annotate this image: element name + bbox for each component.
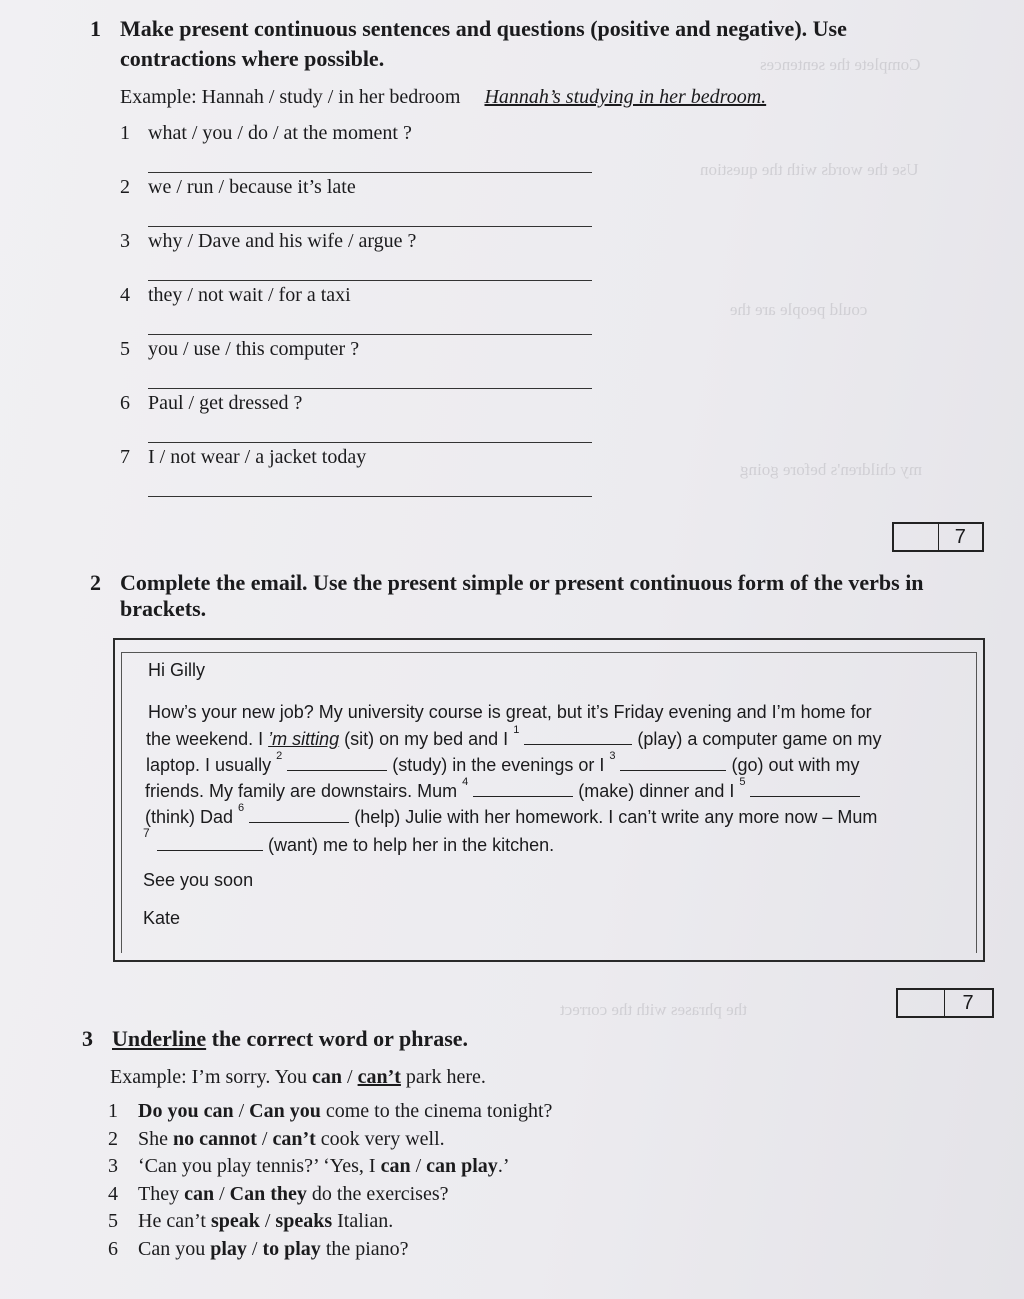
section-1-title-cont: contractions where possible. — [120, 46, 385, 71]
option-2[interactable]: Can you — [249, 1100, 321, 1122]
option-2[interactable]: Can they — [229, 1182, 307, 1205]
gap-number: 4 — [462, 776, 469, 788]
email-box — [113, 638, 985, 962]
option-separator: / — [259, 1210, 276, 1232]
item-prompt: you / use / this computer ? — [148, 338, 360, 360]
item-number: 3 — [120, 230, 130, 252]
answer-line[interactable] — [148, 226, 592, 227]
option-1[interactable]: can — [184, 1182, 215, 1205]
section-3-item — [108, 1128, 445, 1151]
option-separator: / — [342, 1066, 358, 1088]
item-text: come to the cinema tonight? — [320, 1100, 553, 1122]
option-2[interactable]: speaks — [275, 1210, 333, 1232]
score-blank[interactable] — [894, 524, 939, 550]
item-prompt: Paul / get dressed ? — [148, 392, 303, 414]
email-text: friends. My family are downstairs. Mum — [145, 781, 463, 801]
option-2[interactable]: can’t — [272, 1127, 316, 1150]
score-total: 7 — [954, 525, 966, 548]
item-number: 1 — [108, 1100, 118, 1122]
example-label: Example: — [110, 1066, 187, 1088]
option-2[interactable]: can play — [426, 1155, 498, 1177]
item-text: He can’t — [138, 1210, 211, 1232]
section-1-item — [120, 284, 351, 307]
show-through-text: my children's before going — [740, 460, 922, 479]
item-text: She — [138, 1127, 173, 1150]
item-number: 4 — [120, 284, 130, 306]
item-prompt: they / not wait / for a taxi — [148, 284, 351, 306]
option-separator: / — [214, 1182, 230, 1205]
item-number: 1 — [120, 122, 130, 144]
gap-5-blank[interactable] — [750, 780, 860, 797]
item-text: Italian. — [332, 1210, 394, 1232]
item-text: do the exercises? — [306, 1182, 449, 1205]
gap-3-blank[interactable] — [620, 754, 726, 771]
section-2-title: Complete the email. Use the present simple or present continuous form of the verbs in — [120, 570, 924, 595]
example-text: I’m sorry. You — [191, 1066, 313, 1088]
gap-6-blank[interactable] — [249, 806, 349, 823]
item-number: 5 — [108, 1210, 118, 1232]
email-signature: Kate — [143, 908, 181, 928]
gap-number: 5 — [739, 776, 746, 788]
section-1-item — [120, 338, 359, 361]
section-1-item — [120, 122, 412, 145]
section-3-item — [108, 1100, 552, 1123]
answer-line[interactable] — [148, 172, 592, 173]
section-3-item — [108, 1155, 509, 1178]
email-text: (study) in the evenings or I — [392, 755, 610, 775]
score-total: 7 — [962, 991, 974, 1014]
item-number: 6 — [120, 392, 130, 414]
section-1-example — [120, 86, 766, 109]
item-prompt: what / you / do / at the moment ? — [148, 122, 412, 144]
item-text: ‘Can you play tennis?’ ‘Yes, I — [138, 1155, 381, 1177]
section-2-number: 2 — [90, 570, 101, 595]
section-1-item — [120, 176, 356, 199]
email-text: (sit) on my bed and I — [339, 729, 514, 749]
item-prompt: why / Dave and his wife / argue ? — [148, 230, 417, 252]
email-text: (go) out with my — [731, 755, 860, 775]
gap-number: 6 — [238, 802, 245, 814]
option-2[interactable]: to play — [262, 1237, 321, 1260]
email-closing: See you soon — [143, 870, 254, 890]
answer-line[interactable] — [148, 388, 592, 389]
email-text: laptop. I usually — [146, 755, 277, 775]
email-text: (make) dinner and I — [578, 781, 740, 801]
option-separator: / — [256, 1127, 273, 1150]
item-number: 3 — [108, 1155, 118, 1177]
email-line-3 — [146, 750, 860, 776]
item-prompt: I / not wear / a jacket today — [148, 446, 367, 468]
item-number: 2 — [108, 1127, 118, 1150]
email-text: the weekend. I — [146, 729, 269, 749]
item-text: They — [138, 1182, 185, 1205]
item-prompt: we / run / because it’s late — [148, 176, 356, 198]
item-number: 5 — [120, 338, 130, 360]
gap-2-blank[interactable] — [287, 754, 387, 771]
title-rest: the correct word or phrase. — [206, 1026, 469, 1051]
section-3-item — [108, 1238, 409, 1261]
section-3-example — [110, 1066, 486, 1089]
item-number: 7 — [120, 446, 130, 468]
item-text: .’ — [497, 1155, 510, 1177]
option-1[interactable]: can — [380, 1155, 411, 1177]
section-3-title — [112, 1026, 468, 1052]
gap-1-blank[interactable] — [524, 728, 632, 745]
item-number: 2 — [120, 176, 130, 198]
option-1[interactable]: Do you can — [138, 1100, 234, 1122]
example-answer: Hannah’s studying in her bedroom. — [484, 86, 767, 108]
answer-line[interactable] — [148, 496, 592, 497]
option-separator: / — [233, 1100, 250, 1122]
example-text: park here. — [400, 1066, 486, 1088]
answer-line[interactable] — [148, 442, 592, 443]
email-greeting: Hi Gilly — [148, 660, 205, 680]
section-2-score-box — [896, 988, 994, 1018]
gap-number: 1 — [513, 724, 520, 736]
gap-number: 2 — [276, 750, 283, 762]
gap-number: 7 — [143, 826, 150, 840]
score-blank[interactable] — [898, 990, 945, 1016]
show-through-text: Complete the sentences — [760, 55, 921, 74]
email-text: (want) me to help her in the kitchen. — [268, 835, 555, 855]
section-1-item — [120, 446, 366, 469]
section-3-number: 3 — [82, 1026, 93, 1051]
show-through-text: could people are the — [730, 300, 868, 319]
example-option-2-correct: can’t — [357, 1066, 401, 1088]
section-2-title-cont: brackets. — [120, 596, 207, 621]
gap-7-blank[interactable] — [157, 834, 263, 851]
email-inner-frame — [121, 652, 977, 953]
email-line-1: How’s your new job? My university course is great, but it’s Friday evening and I’m home for — [148, 702, 872, 722]
section-1-item — [120, 230, 416, 253]
show-through-text: Use the words with the question — [700, 160, 919, 179]
section-1-number: 1 — [90, 16, 101, 41]
item-text: the piano? — [320, 1237, 409, 1260]
section-1-score-box — [892, 522, 984, 552]
example-prompt: Hannah / study / in her bedroom — [201, 86, 461, 108]
item-text: Can you — [138, 1237, 211, 1260]
section-3-item — [108, 1210, 393, 1233]
gap-number: 3 — [609, 750, 616, 762]
example-option-1: can — [312, 1066, 343, 1088]
item-number: 4 — [108, 1182, 118, 1205]
option-1[interactable]: play — [210, 1237, 247, 1260]
section-3-item — [108, 1183, 449, 1206]
email-example-answer: ’m sitting — [268, 729, 340, 749]
option-1[interactable]: no cannot — [173, 1127, 257, 1150]
option-separator: / — [410, 1155, 427, 1177]
show-through-text: the phrases with the correct — [560, 1000, 747, 1019]
item-text: cook very well. — [315, 1127, 445, 1150]
email-line-2 — [146, 724, 882, 750]
email-line-4 — [145, 776, 860, 802]
example-label: Example: — [120, 86, 197, 108]
answer-line[interactable] — [148, 280, 592, 281]
email-line-5 — [145, 802, 878, 828]
email-text: (play) a computer game on my — [637, 729, 882, 749]
option-1[interactable]: speak — [210, 1210, 260, 1232]
answer-line[interactable] — [148, 334, 592, 335]
item-number: 6 — [108, 1237, 118, 1260]
section-1-title: Make present continuous sentences and questions (positive and negative). Use — [120, 16, 847, 41]
gap-4-blank[interactable] — [473, 780, 573, 797]
title-underlined-word: Underline — [112, 1026, 207, 1051]
email-text: (help) Julie with her homework. I can’t write any more now – Mum — [354, 807, 878, 827]
option-separator: / — [246, 1237, 263, 1260]
email-line-6 — [157, 834, 554, 856]
email-text: (think) Dad — [145, 807, 239, 827]
section-1-item — [120, 392, 302, 415]
